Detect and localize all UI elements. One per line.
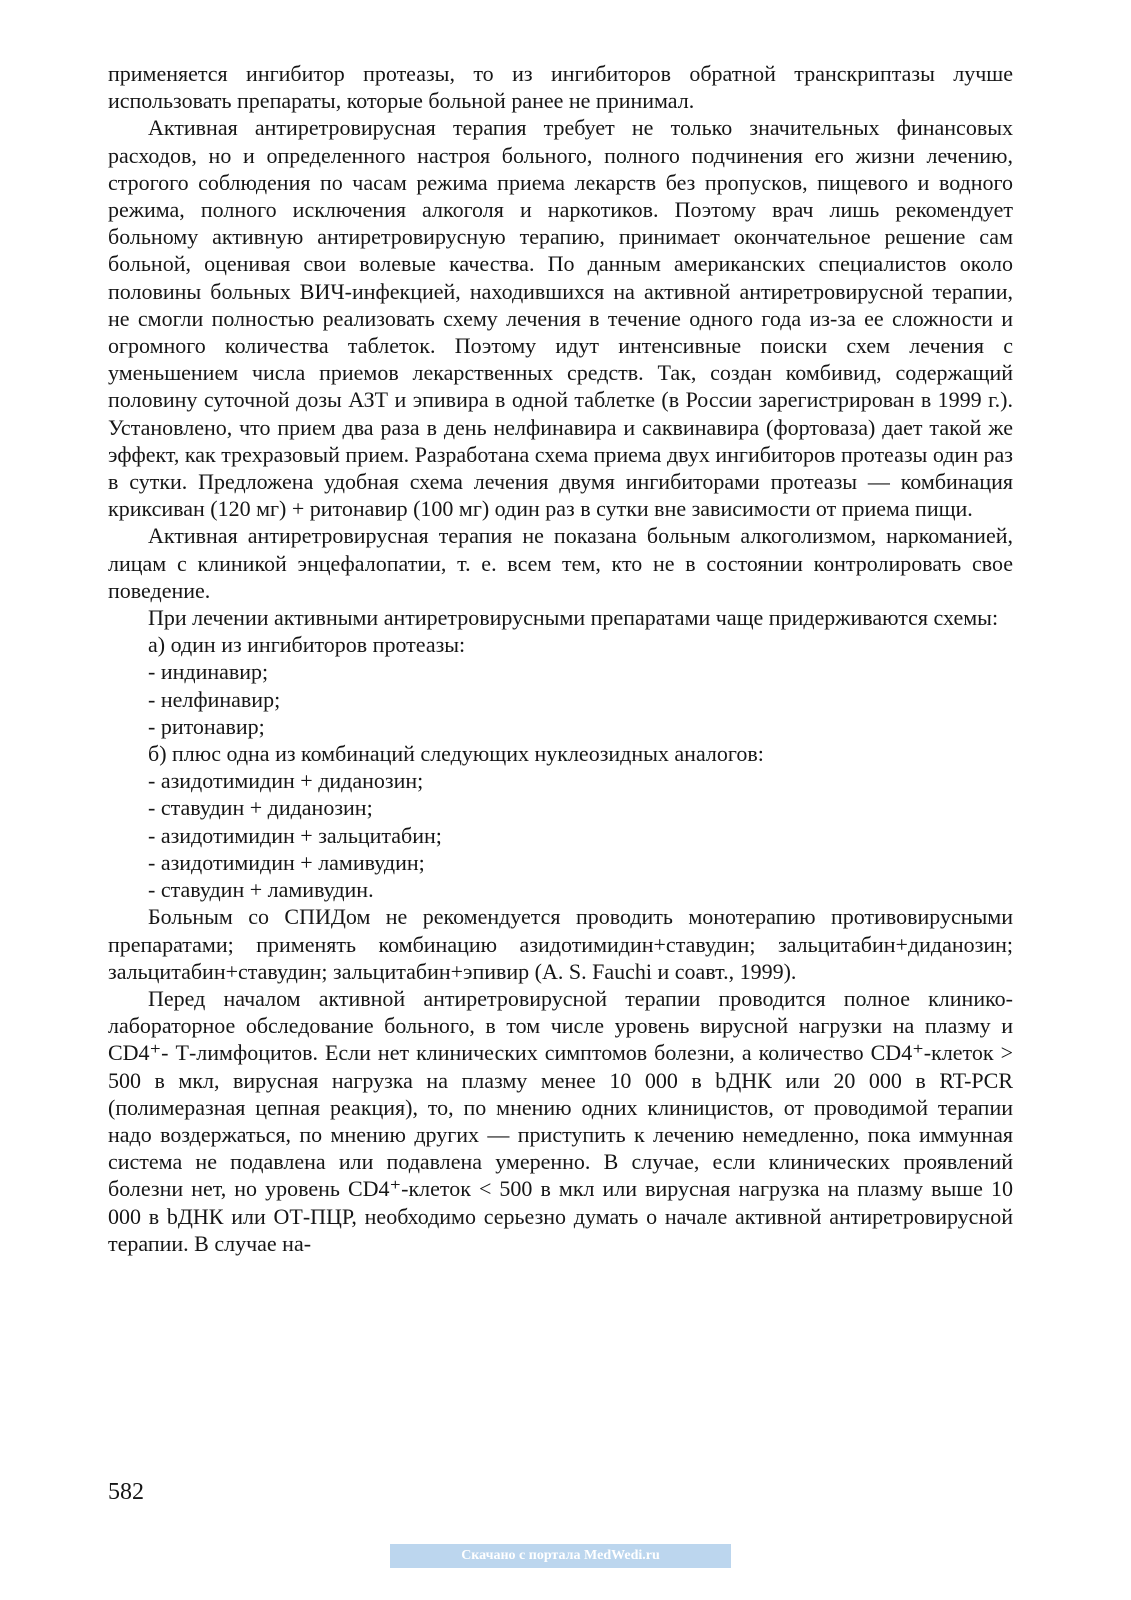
list-item: - азидотимидин + ламивудин; (148, 849, 425, 875)
list-item: - нелфинавир; (148, 686, 281, 712)
list-item: - индинавир; (148, 659, 269, 685)
page-body (108, 60, 1013, 1257)
list-item: - азидотимидин + зальцитабин; (148, 822, 442, 848)
download-watermark: Скачано с портала MedWedi.ru (390, 1544, 731, 1568)
paragraph-schemes-intro: При лечении активными антиретровирусными препаратами чаще придерживаются схемы: (148, 605, 999, 631)
page-number: 582 (108, 1479, 144, 1505)
scheme-list (108, 631, 1013, 903)
list-item: а) один из ингибиторов протеазы: (148, 632, 466, 658)
paragraph-contraindications: Активная антиретровирусная терапия не показана больным алкоголизмом, наркоманией, лицам с клиникой энцефалопатии, т. е. всем тем, кто не в состоянии контролировать свое поведение. (108, 523, 1013, 603)
list-item: - ставудин + диданозин; (148, 795, 373, 821)
paragraph-continuation: применяется ингибитор протеазы, то из ингибиторов обратной транскриптазы лучше использовать препараты, которые больной ранее не принимал. (108, 61, 1013, 114)
list-item: - ставудин + ламивудин. (148, 877, 374, 903)
paragraph-pretreatment-exam: Перед началом активной антиретровирусной терапии проводится полное клинико-лабораторное обследование больного, в том числе уровень вирусной нагрузки на плазму и CD4⁺- Т-лимфоцитов. Если нет клинических симптомов болезни, а количество CD4⁺-клеток > 500 в мкл, вирусная нагрузка на плазму менее 10 000 в bДНК или 20 000 в RT-PCR (полимеразная цепная реакция), то, по мнению одних клиницистов, от проводимой терапии надо воздержаться, по мнению других — приступить к лечению немедленно, пока иммунная система не подавлена или подавлена умеренно. В случае, если клинических проявлений болезни нет, но уровень CD4⁺-клеток < 500 в мкл или вирусная нагрузка на плазму выше 10 000 в bДНК или ОТ-ПЦР, необходимо серьезно думать о начале активной антиретровирусной терапии. В случае на- (108, 985, 1013, 1256)
paragraph-therapy-requirements: Активная антиретровирусная терапия требует не только значительных финансовых расходов, но и определенного настроя больного, полного подчинения его жизни лечению, строгого соблюдения по часам режима приема лекарств без пропусков, пищевого и водного режима, полного исключения алкоголя и наркотиков. Поэтому врач лишь рекомендует больному активную антиретровирусную терапию, принимает окончательное решение сам больной, оценивая свои волевые качества. По данным американских специалистов около половины больных ВИЧ-инфекцией, находившихся на активной антиретровирусной терапии, не смогли полностью реализовать схему лечения в течение одного года из-за ее сложности и огромного количества таблеток. Поэтому идут интенсивные поиски схем лечения с уменьшением числа приемов лекарственных средств. Так, создан комбивид, содержащий половину суточной дозы АЗТ и эпивира в одной таблетке (в России зарегистрирован в 1999 г.). Установлено, что прием два раза в день нелфинавира и саквинавира (фортоваза) дает такой же эффект, как трехразовый прием. Разработана схема приема двух ингибиторов протеазы один раз в сутки. Предложена удобная схема лечения двумя ингибиторами протеазы — комбинация криксиван (120 мг) + ритонавир (100 мг) один раз в сутки вне зависимости от приема пищи. (108, 115, 1013, 522)
list-item: - азидотимидин + диданозин; (148, 768, 424, 794)
paragraph-not-recommended: Больным со СПИДом не рекомендуется проводить монотерапию противовирусными препаратами; применять комбинацию азидотимидин+ставудин; зальцитабин+диданозин; зальцитабин+ставудин; зальцитабин+эпивир (A. S. Fauchi и соавт., 1999). (108, 904, 1013, 984)
list-item: б) плюс одна из комбинаций следующих нуклеозидных аналогов: (148, 741, 764, 767)
list-item: - ритонавир; (148, 713, 265, 739)
